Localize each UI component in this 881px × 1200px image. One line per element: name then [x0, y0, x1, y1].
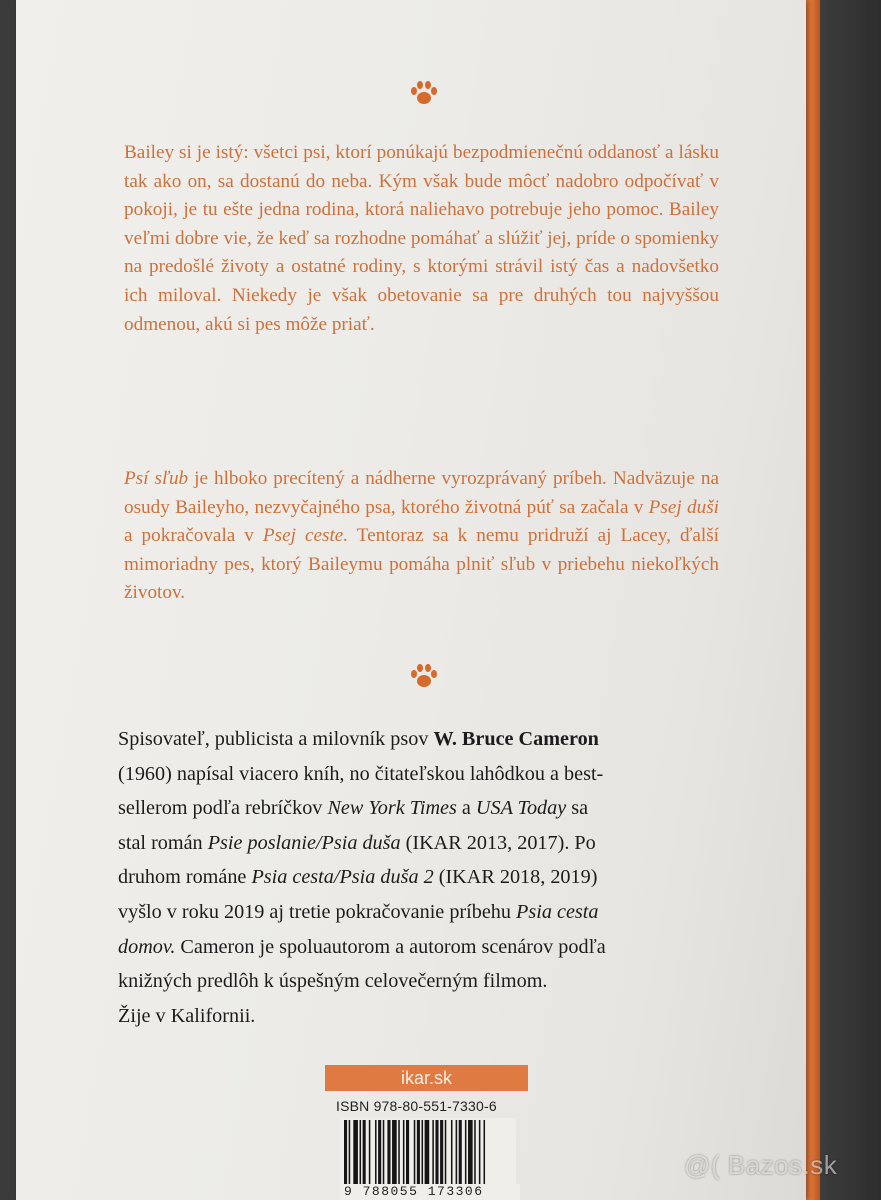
- book-title: Psia cesta/Psia duša 2: [251, 866, 434, 889]
- blurb-text: je hlboko precítený a nádherne vyrozprávaný príbeh. Nadväzuje na osudy Baileyho, nezvyčajného psa, ktorého životná púť sa začala v: [124, 468, 719, 518]
- book-title: domov.: [118, 935, 176, 958]
- isbn-label: ISBN 978-80-551-7330-6: [336, 1098, 497, 1114]
- bio-text: a: [456, 797, 476, 820]
- bio-text: (IKAR 2013, 2017). Po: [400, 831, 596, 854]
- bio-line: [118, 930, 728, 965]
- blurb-paragraph-2: [124, 465, 719, 608]
- bio-text: Cameron je spoluautorom a autorom scenárov podľa: [175, 935, 606, 958]
- watermark: @( Bazos.sk: [684, 1150, 838, 1180]
- bio-text: sa: [566, 797, 589, 820]
- bio-line: Žije v Kalifornii.: [118, 1004, 256, 1027]
- bio-line: [118, 826, 728, 861]
- book-title: Psí sľub: [124, 468, 189, 489]
- paw-icon: [409, 80, 439, 106]
- bio-line: (1960) napísal viacero kníh, no čitateľskou lahôdkou a best-: [118, 762, 604, 785]
- bio-line: [118, 860, 728, 895]
- bio-text: sellerom podľa rebríčkov: [118, 797, 328, 820]
- publication-title: USA Today: [475, 797, 567, 820]
- book-title: Psej duši: [648, 496, 719, 518]
- paw-icon: [409, 663, 439, 689]
- blurb-paragraph-1: Bailey si je istý: všetci psi, ktorí ponúkajú bezpodmienečnú oddanosť a lásku tak ako on, sa dostanú do neba. Kým však bude môcť nadobro odpočívať v pokoji, je tu ešte jedna rodina, ktorá naliehavo potrebuje jeho pomoc. Bailey veľmi dobre vie, že keď sa rozhodne pomáhať a slúžiť jej, príde o spomienky na predošlé životy a ostatné rodiny, s ktorými strávil istý čas a nadovšetko ich miloval. Niekedy je však obetovanie sa pre druhých tou najvyššou odmenou, akú si pes môže priať.: [124, 142, 719, 335]
- publication-title: New York Times: [327, 797, 457, 820]
- bio-text: vyšlo v roku 2019 aj tretie pokračovanie príbehu: [118, 900, 517, 923]
- bio-line: [118, 895, 728, 930]
- book-title: Psie poslanie/Psia duša: [207, 831, 401, 854]
- bio-line: knižných predlôh k úspešným celovečerným filmom.: [118, 970, 548, 993]
- bio-line: [118, 791, 728, 826]
- bio-line: [118, 722, 728, 757]
- blurb-text: a pokračovala v: [124, 525, 263, 547]
- author-name: W. Bruce Cameron: [433, 728, 599, 750]
- barcode-digits: 9 788055 173306: [344, 1184, 520, 1200]
- bio-text: druhom románe: [118, 866, 252, 889]
- bio-text: Spisovateľ, publicista a milovník psov: [118, 728, 434, 750]
- book-title: Psia cesta: [516, 900, 599, 923]
- bio-text: stal román: [118, 831, 208, 854]
- author-bio: [118, 722, 728, 1033]
- blurb-text: Tentoraz sa k nemu pridruží aj Lacey, ďalší mimoriadny pes, ktorý Baileymu pomáha plniť sľub v priebehu niekoľkých životov.: [124, 525, 719, 604]
- bio-text: (IKAR 2018, 2019): [433, 866, 598, 889]
- book-title: Psej ceste.: [262, 525, 349, 547]
- publisher-website-tag: ikar.sk: [325, 1065, 528, 1091]
